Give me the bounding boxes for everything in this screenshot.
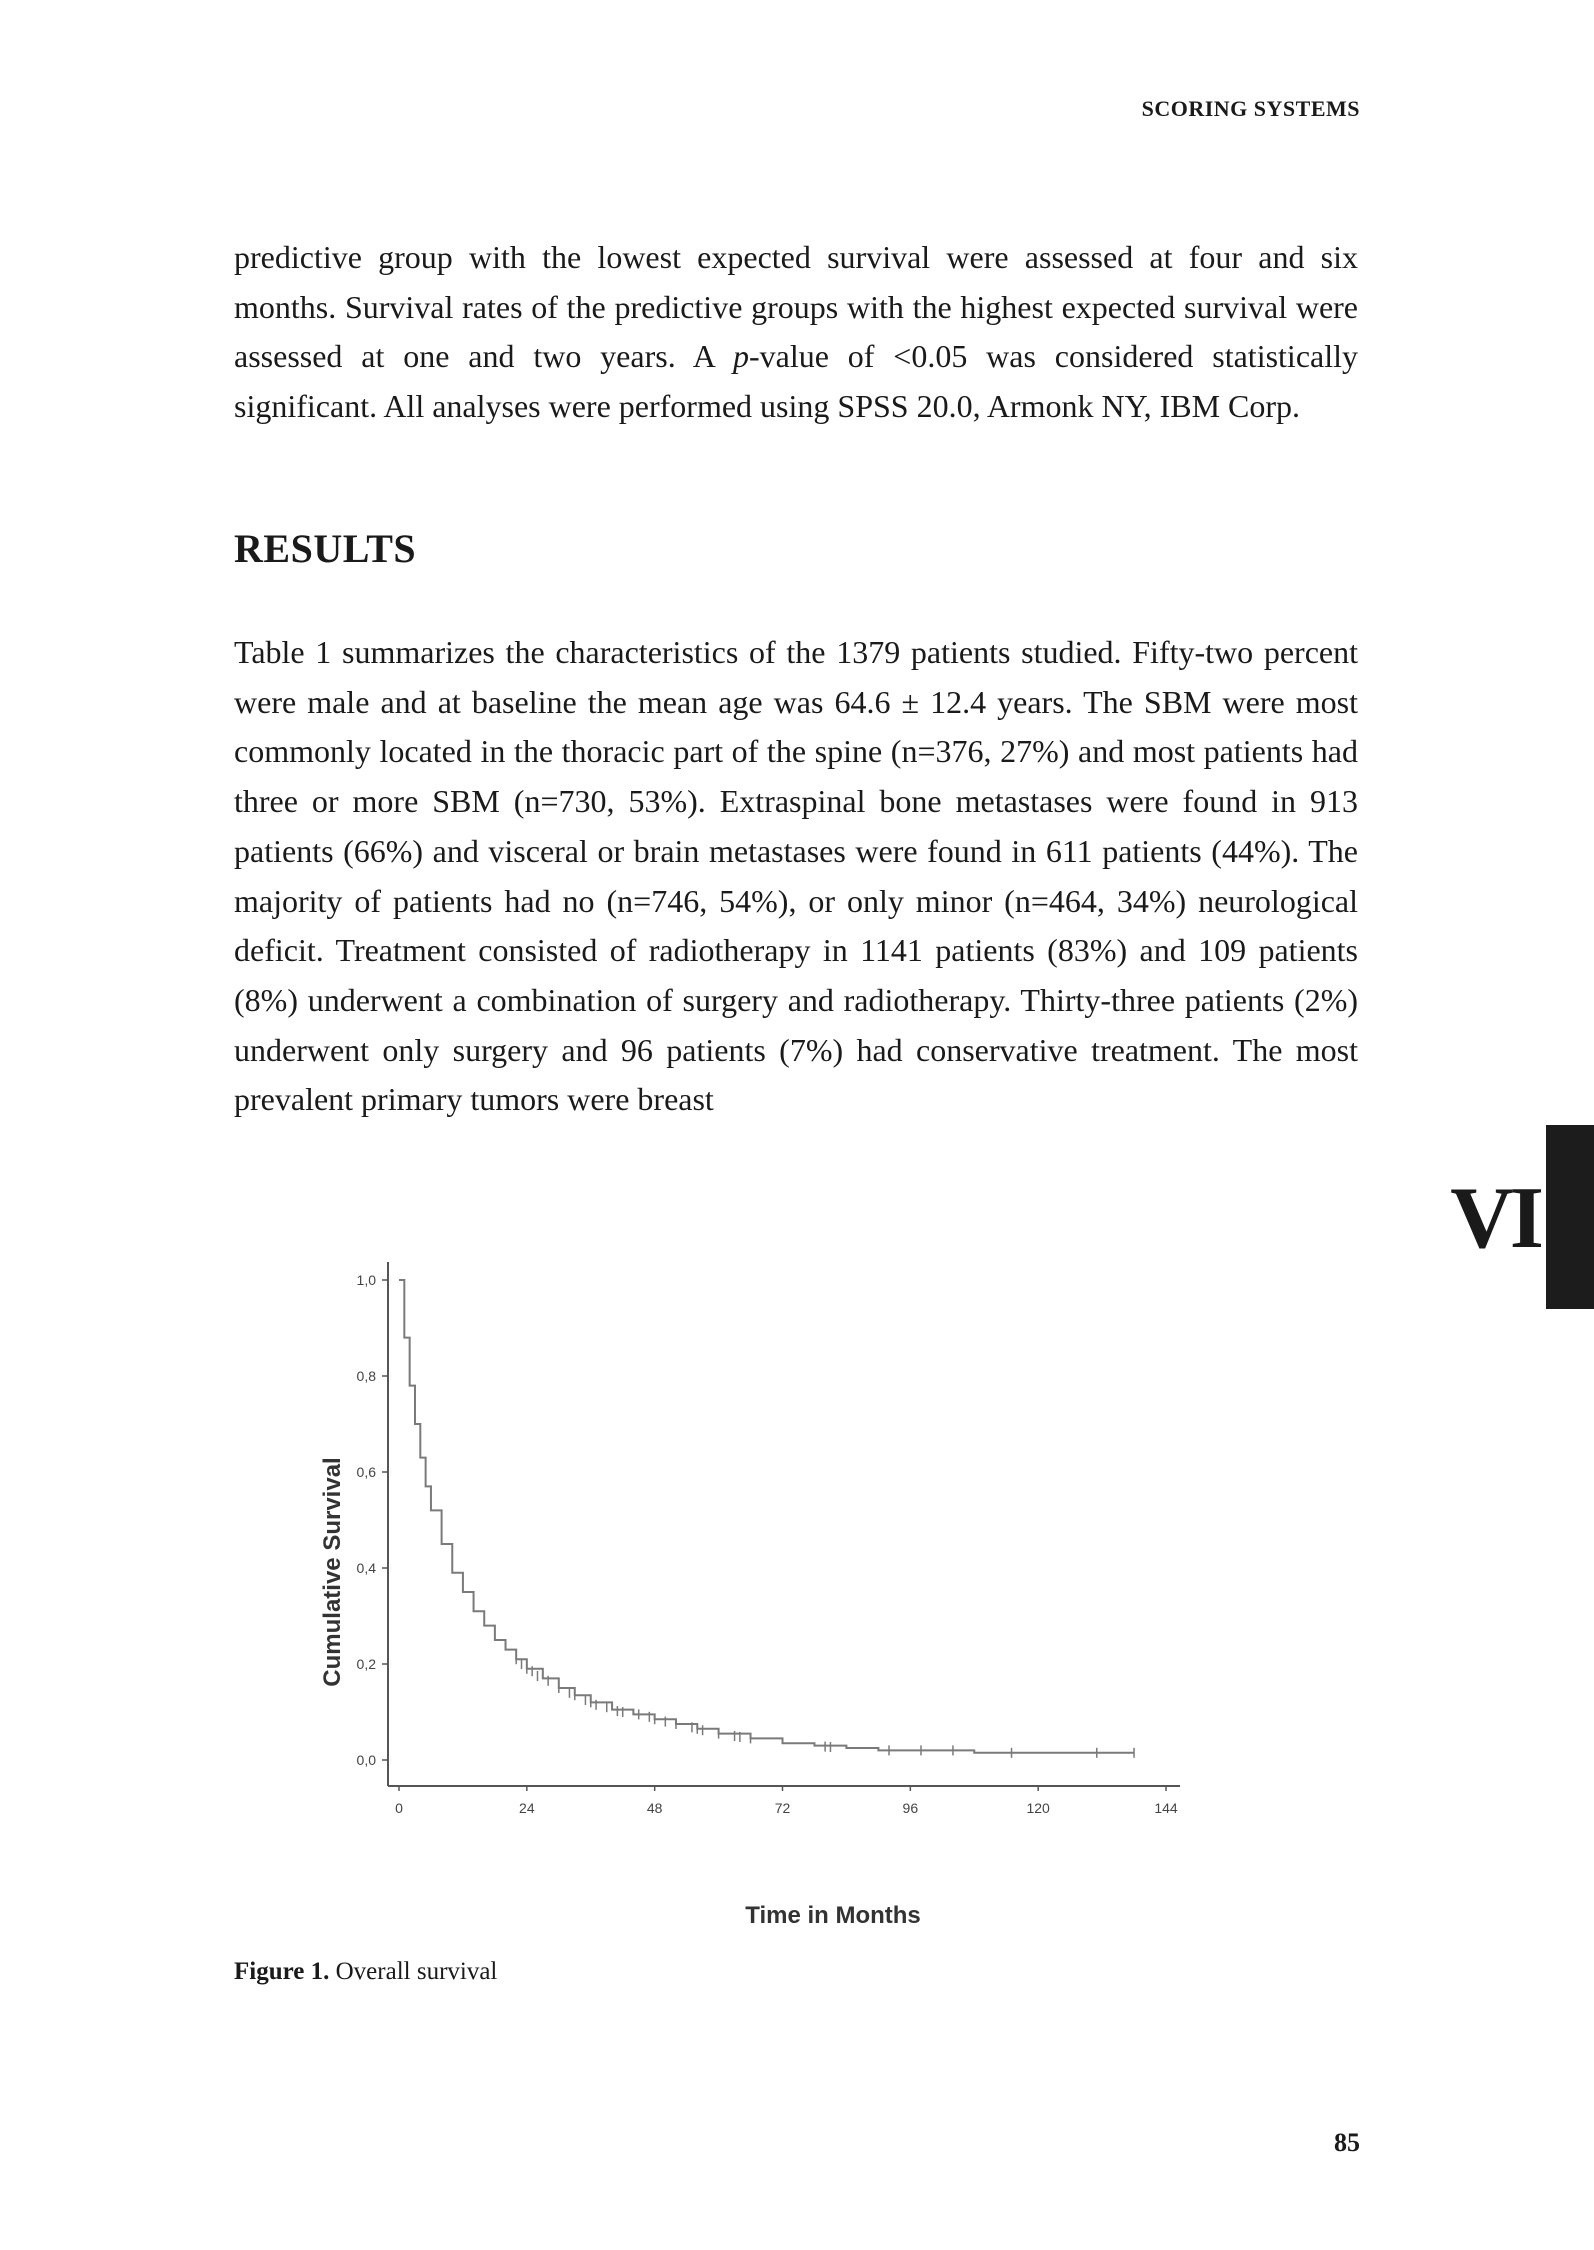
x-tick-label: 24 (519, 1800, 535, 1816)
x-axis-label: Time in Months (745, 1902, 921, 1929)
running-head: SCORING SYSTEMS (1141, 96, 1360, 121)
y-tick-label: 0,2 (356, 1656, 376, 1672)
p-value-letter: p (732, 338, 749, 375)
y-tick-label: 0,6 (356, 1464, 376, 1480)
x-tick-label: 96 (902, 1800, 919, 1816)
paragraph-text-part: predictive group with the lowest expected survival were assessed at four and six months. Survival rates of the predictive groups with the highest expected survival were assessed at one and two years. A (234, 239, 1358, 375)
body-paragraph-results: Table 1 summarizes the characteristics of the 1379 patients studied. Fifty-two percent were male and at baseline the mean age was 64.6 ± 12.4 years. The SBM were most commonly located in the thoracic part of the spine (n=376, 27%) and most patients had three or more SBM (n=730, 53%). Extraspinal bone metastases were found in 913 patients (66%) and visceral or brain metastases were found in 611 patients (44%). The majority of patients had no (n=746, 54%), or only minor (n=464, 34%) neurological deficit. Treatment consisted of radiotherapy in 1141 patients (83%) and 109 patients (8%) underwent a combination of surgery and radiotherapy. Thirty-three patients (2%) underwent only surgery and 96 patients (7%) had conservative treatment. The most prevalent primary tumors were breast (234, 634, 1358, 1118)
chapter-numeral: VI (1450, 1170, 1540, 1267)
figure-caption-label: Figure 1. (234, 1958, 330, 1985)
page-number: 85 (1334, 2128, 1360, 2157)
body-paragraph-methods (234, 233, 1358, 432)
x-tick-label: 48 (646, 1800, 663, 1816)
survival-chart (300, 1220, 1280, 1940)
section-title-results: RESULTS (234, 526, 417, 571)
x-tick-label: 0 (395, 1800, 403, 1816)
y-tick-label: 0,4 (356, 1560, 376, 1576)
x-tick-label: 120 (1026, 1800, 1050, 1816)
paragraph-text-part: -value of <0.05 was considered statistically significant. All analyses were performed using SPSS 20.0, Armonk NY, IBM Corp. (234, 338, 1359, 425)
chapter-tab (1546, 1125, 1594, 1309)
y-axis-label: Cumulative Survival (319, 1457, 346, 1687)
x-tick-label: 72 (774, 1800, 791, 1816)
y-tick-label: 0,0 (356, 1752, 376, 1768)
y-tick-label: 0,8 (356, 1368, 376, 1384)
x-tick-label: 144 (1154, 1800, 1178, 1816)
y-tick-label: 1,0 (356, 1272, 376, 1288)
survival-curve-line (399, 1280, 1134, 1753)
figure-caption (234, 1958, 497, 1986)
figure-caption-text: Overall survival (329, 1958, 498, 1985)
survival-chart-svg (300, 1220, 1280, 1940)
